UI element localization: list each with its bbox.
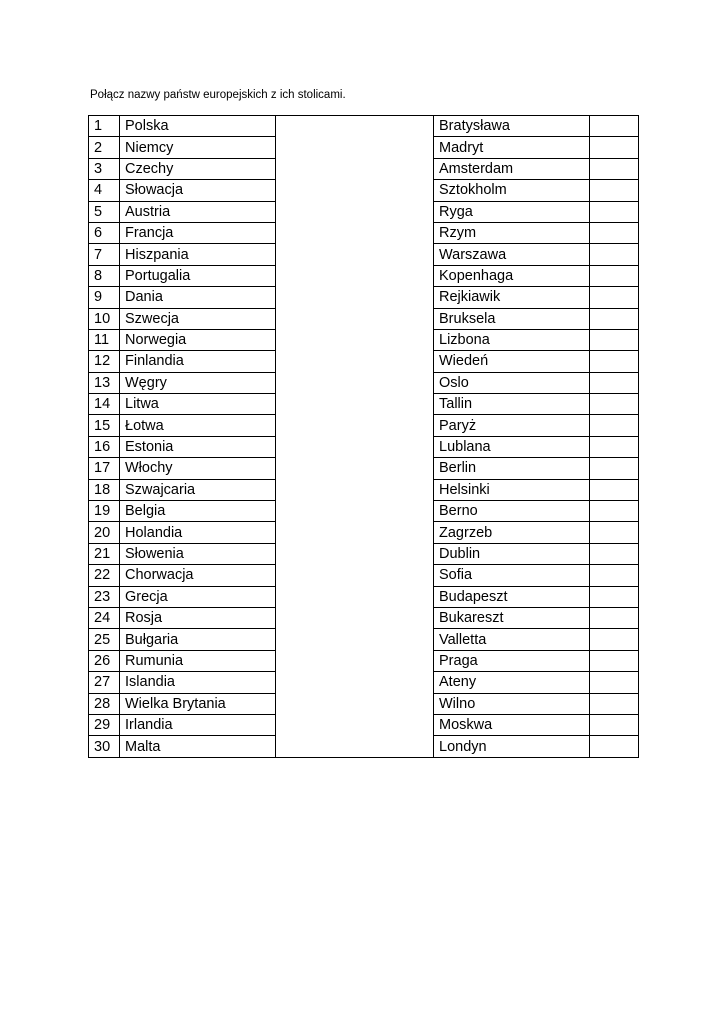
capital-name: Kopenhaga: [434, 265, 590, 286]
capital-name: Wiedeń: [434, 351, 590, 372]
answer-cell: [590, 116, 639, 137]
row-number: 28: [89, 693, 120, 714]
capital-name: Rzym: [434, 222, 590, 243]
capital-name: Dublin: [434, 543, 590, 564]
capital-name: Bukareszt: [434, 607, 590, 628]
row-number: 16: [89, 436, 120, 457]
row-number: 2: [89, 137, 120, 158]
country-name: Bułgaria: [120, 629, 276, 650]
capital-name: Moskwa: [434, 714, 590, 735]
row-number: 7: [89, 244, 120, 265]
row-number: 25: [89, 629, 120, 650]
answer-cell: [590, 458, 639, 479]
capital-name: Londyn: [434, 736, 590, 757]
capital-name: Paryż: [434, 415, 590, 436]
answer-cell: [590, 501, 639, 522]
capital-name: Wilno: [434, 693, 590, 714]
row-number: 17: [89, 458, 120, 479]
matching-gap-column: [276, 116, 434, 758]
row-number: 12: [89, 351, 120, 372]
capital-name: Zagrzeb: [434, 522, 590, 543]
country-name: Malta: [120, 736, 276, 757]
country-name: Norwegia: [120, 329, 276, 350]
country-name: Dania: [120, 287, 276, 308]
capital-name: Rejkiawik: [434, 287, 590, 308]
country-name: Wielka Brytania: [120, 693, 276, 714]
row-number: 11: [89, 329, 120, 350]
row-number: 6: [89, 222, 120, 243]
answer-cell: [590, 693, 639, 714]
country-name: Polska: [120, 116, 276, 137]
answer-cell: [590, 394, 639, 415]
answer-cell: [590, 672, 639, 693]
row-number: 13: [89, 372, 120, 393]
row-number: 18: [89, 479, 120, 500]
answer-cell: [590, 180, 639, 201]
row-number: 14: [89, 394, 120, 415]
answer-cell: [590, 543, 639, 564]
capital-name: Valletta: [434, 629, 590, 650]
country-name: Słowenia: [120, 543, 276, 564]
country-name: Włochy: [120, 458, 276, 479]
answer-cell: [590, 714, 639, 735]
answer-cell: [590, 308, 639, 329]
answer-cell: [590, 479, 639, 500]
answer-cell: [590, 629, 639, 650]
row-number: 20: [89, 522, 120, 543]
capital-name: Budapeszt: [434, 586, 590, 607]
capital-name: Warszawa: [434, 244, 590, 265]
capital-name: Berno: [434, 501, 590, 522]
capital-name: Berlin: [434, 458, 590, 479]
answer-cell: [590, 736, 639, 757]
capital-name: Madryt: [434, 137, 590, 158]
capital-name: Lizbona: [434, 329, 590, 350]
country-name: Węgry: [120, 372, 276, 393]
capital-name: Bratysława: [434, 116, 590, 137]
answer-cell: [590, 244, 639, 265]
country-name: Islandia: [120, 672, 276, 693]
answer-cell: [590, 522, 639, 543]
country-name: Hiszpania: [120, 244, 276, 265]
row-number: 24: [89, 607, 120, 628]
country-name: Portugalia: [120, 265, 276, 286]
country-name: Rosja: [120, 607, 276, 628]
country-name: Grecja: [120, 586, 276, 607]
country-name: Finlandia: [120, 351, 276, 372]
answer-cell: [590, 372, 639, 393]
matching-table-body: [89, 116, 639, 758]
row-number: 27: [89, 672, 120, 693]
capital-name: Ateny: [434, 672, 590, 693]
capital-name: Bruksela: [434, 308, 590, 329]
country-name: Irlandia: [120, 714, 276, 735]
country-name: Łotwa: [120, 415, 276, 436]
country-name: Austria: [120, 201, 276, 222]
country-name: Czechy: [120, 158, 276, 179]
row-number: 23: [89, 586, 120, 607]
capital-name: Oslo: [434, 372, 590, 393]
country-name: Słowacja: [120, 180, 276, 201]
answer-cell: [590, 222, 639, 243]
answer-cell: [590, 287, 639, 308]
matching-table: [88, 115, 639, 758]
capital-name: Sofia: [434, 565, 590, 586]
country-name: Rumunia: [120, 650, 276, 671]
country-name: Niemcy: [120, 137, 276, 158]
capital-name: Sztokholm: [434, 180, 590, 201]
answer-cell: [590, 415, 639, 436]
answer-cell: [590, 137, 639, 158]
country-name: Chorwacja: [120, 565, 276, 586]
country-name: Francja: [120, 222, 276, 243]
row-number: 19: [89, 501, 120, 522]
table-row: [89, 116, 639, 137]
country-name: Szwajcaria: [120, 479, 276, 500]
country-name: Litwa: [120, 394, 276, 415]
country-name: Estonia: [120, 436, 276, 457]
answer-cell: [590, 436, 639, 457]
country-name: Holandia: [120, 522, 276, 543]
row-number: 1: [89, 116, 120, 137]
row-number: 29: [89, 714, 120, 735]
capital-name: Praga: [434, 650, 590, 671]
row-number: 8: [89, 265, 120, 286]
row-number: 3: [89, 158, 120, 179]
row-number: 15: [89, 415, 120, 436]
answer-cell: [590, 158, 639, 179]
row-number: 9: [89, 287, 120, 308]
answer-cell: [590, 565, 639, 586]
row-number: 30: [89, 736, 120, 757]
country-name: Szwecja: [120, 308, 276, 329]
answer-cell: [590, 586, 639, 607]
answer-cell: [590, 607, 639, 628]
row-number: 5: [89, 201, 120, 222]
row-number: 10: [89, 308, 120, 329]
answer-cell: [590, 201, 639, 222]
answer-cell: [590, 329, 639, 350]
row-number: 26: [89, 650, 120, 671]
row-number: 22: [89, 565, 120, 586]
answer-cell: [590, 650, 639, 671]
capital-name: Tallin: [434, 394, 590, 415]
answer-cell: [590, 265, 639, 286]
capital-name: Lublana: [434, 436, 590, 457]
row-number: 4: [89, 180, 120, 201]
capital-name: Helsinki: [434, 479, 590, 500]
row-number: 21: [89, 543, 120, 564]
country-name: Belgia: [120, 501, 276, 522]
capital-name: Ryga: [434, 201, 590, 222]
answer-cell: [590, 351, 639, 372]
capital-name: Amsterdam: [434, 158, 590, 179]
instruction-text: Połącz nazwy państw europejskich z ich stolicami.: [90, 89, 346, 101]
